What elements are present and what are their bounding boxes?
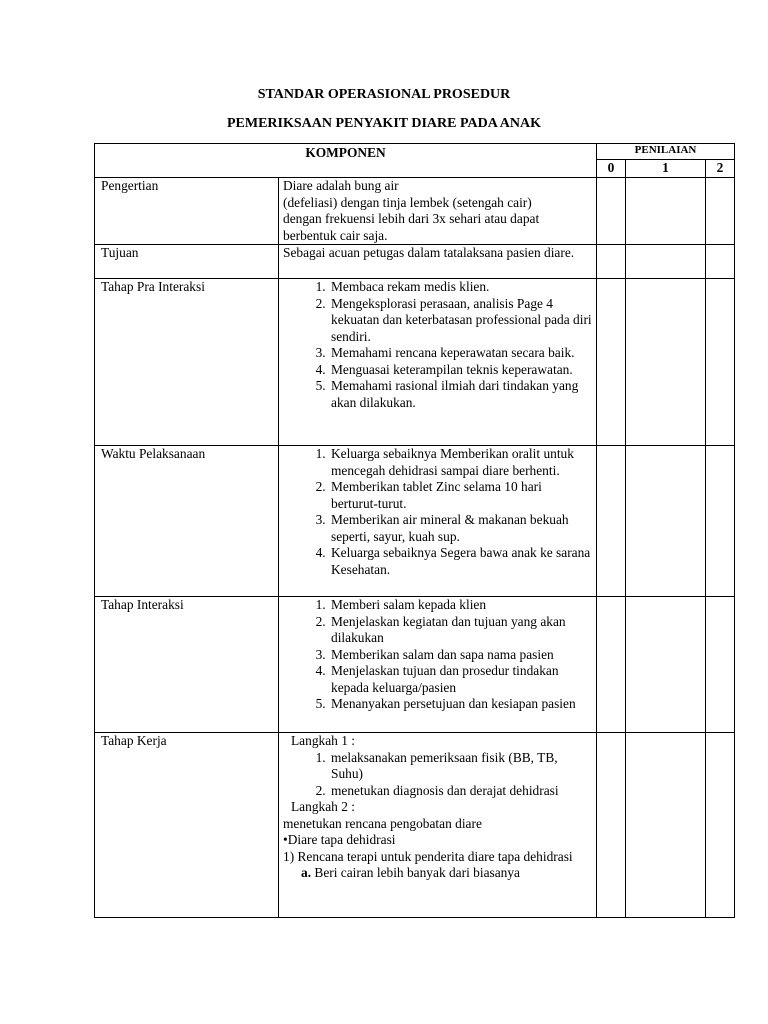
score-cell-2[interactable] — [706, 446, 735, 597]
document-subtitle: PEMERIKSAAN PENYAKIT DIARE PADA ANAK — [226, 116, 541, 131]
row-label-pra-interaksi: Tahap Pra Interaksi — [95, 279, 279, 446]
document-title: STANDAR OPERASIONAL PROSEDUR — [257, 87, 511, 102]
list-item: 3. Memahami rencana keperawatan secara baik. — [329, 345, 592, 362]
list-item: 2. menetukan diagnosis dan derajat dehidrasi — [329, 783, 592, 800]
list-item: 1. Keluarga sebaiknya Memberikan oralit untuk mencegah dehidrasi sampai diare berhenti. — [329, 446, 592, 479]
list-item: 5. Memahami rasional ilmiah dari tindakan yang akan dilakukan. — [329, 378, 592, 411]
row-content-pengertian — [279, 178, 597, 245]
row-content-tahap-kerja — [279, 733, 597, 918]
sub-item-text: Beri cairan lebih banyak dari biasanya — [311, 865, 521, 880]
row-content-tujuan: Sebagai acuan petugas dalam tatalaksana pasien diare. — [279, 245, 597, 279]
list-item: 2. Memberikan tablet Zinc selama 10 hari berturut-turut. — [329, 479, 592, 512]
table-row — [95, 178, 735, 245]
score-cell-1[interactable] — [626, 597, 706, 733]
table-row — [95, 245, 735, 279]
list-item: 1. Membaca rekam medis klien. — [329, 279, 592, 296]
score-cell-1[interactable] — [626, 178, 706, 245]
content-line: Diare adalah bung air — [283, 178, 399, 193]
table-row — [95, 446, 735, 597]
score-cell-1[interactable] — [626, 279, 706, 446]
score-cell-1[interactable] — [626, 446, 706, 597]
komponen-header: KOMPONEN — [95, 144, 597, 178]
score-cell-2[interactable] — [706, 597, 735, 733]
list-item: 4. Menguasai keterampilan teknis keperawatan. — [329, 362, 592, 379]
list-item: 1. Memberi salam kepada klien — [329, 597, 592, 614]
score-cell-1[interactable] — [626, 245, 706, 279]
langkah-2-heading: Langkah 2 : — [291, 799, 355, 814]
score-cell-0[interactable] — [597, 597, 626, 733]
content-line: •Diare tapa dehidrasi — [283, 832, 396, 847]
sub-item-marker: a. — [301, 865, 312, 880]
list-item: 4. Menjelaskan tujuan dan prosedur tindakan kepada keluarga/pasien — [329, 663, 592, 696]
sub-item-a — [283, 865, 592, 882]
score-cell-0[interactable] — [597, 446, 626, 597]
content-line: berbentuk cair saja. — [283, 227, 388, 243]
score-cell-0[interactable] — [597, 245, 626, 279]
row-content-pra-interaksi — [279, 279, 597, 446]
table-row — [95, 597, 735, 733]
table-row — [95, 279, 735, 446]
content-line: (defeliasi) dengan tinja lembek (setengah cair) — [283, 194, 532, 210]
row-content-tahap-interaksi — [279, 597, 597, 733]
row-label-tahap-kerja: Tahap Kerja — [95, 733, 279, 918]
row-label-waktu-pelaksanaan: Waktu Pelaksanaan — [95, 446, 279, 597]
row-content-waktu-pelaksanaan — [279, 446, 597, 597]
score-cell-2[interactable] — [706, 178, 735, 245]
score-cell-1[interactable] — [626, 733, 706, 918]
sop-table — [94, 143, 735, 918]
score-cell-2[interactable] — [706, 245, 735, 279]
list-item: 2. Mengeksplorasi perasaan, analisis Page 4 kekuatan dan keterbatasan professional pada diri sendiri. — [329, 296, 592, 346]
langkah-1-heading: Langkah 1 : — [291, 733, 355, 748]
row-label-tahap-interaksi: Tahap Interaksi — [95, 597, 279, 733]
score-cell-0[interactable] — [597, 279, 626, 446]
penilaian-header: PENILAIAN — [597, 144, 735, 160]
score-cell-2[interactable] — [706, 279, 735, 446]
table-row — [95, 733, 735, 918]
content-line: dengan frekuensi lebih dari 3x sehari atau dapat — [283, 211, 540, 226]
row-label-pengertian: Pengertian — [95, 178, 279, 245]
row-label-tujuan: Tujuan — [95, 245, 279, 279]
score-cell-2[interactable] — [706, 733, 735, 918]
score-header-1: 1 — [626, 160, 706, 178]
score-header-0: 0 — [597, 160, 626, 178]
list-item: 3. Memberikan salam dan sapa nama pasien — [329, 647, 592, 664]
list-item: 3. Memberikan air mineral & makanan bekuah seperti, sayur, kuah sup. — [329, 512, 592, 545]
table-header-row — [95, 144, 735, 160]
list-item: 5. Menanyakan persetujuan dan kesiapan pasien — [329, 696, 592, 713]
score-cell-0[interactable] — [597, 178, 626, 245]
score-cell-0[interactable] — [597, 733, 626, 918]
score-header-2: 2 — [706, 160, 735, 178]
content-line: 1) Rencana terapi untuk penderita diare tapa dehidrasi — [283, 848, 573, 864]
content-line: menetukan rencana pengobatan diare — [283, 815, 482, 831]
list-item: 4. Keluarga sebaiknya Segera bawa anak ke sarana Kesehatan. — [329, 545, 592, 578]
list-item: 1. melaksanakan pemeriksaan fisik (BB, TB, Suhu) — [329, 750, 592, 783]
list-item: 2. Menjelaskan kegiatan dan tujuan yang akan dilakukan — [329, 614, 592, 647]
